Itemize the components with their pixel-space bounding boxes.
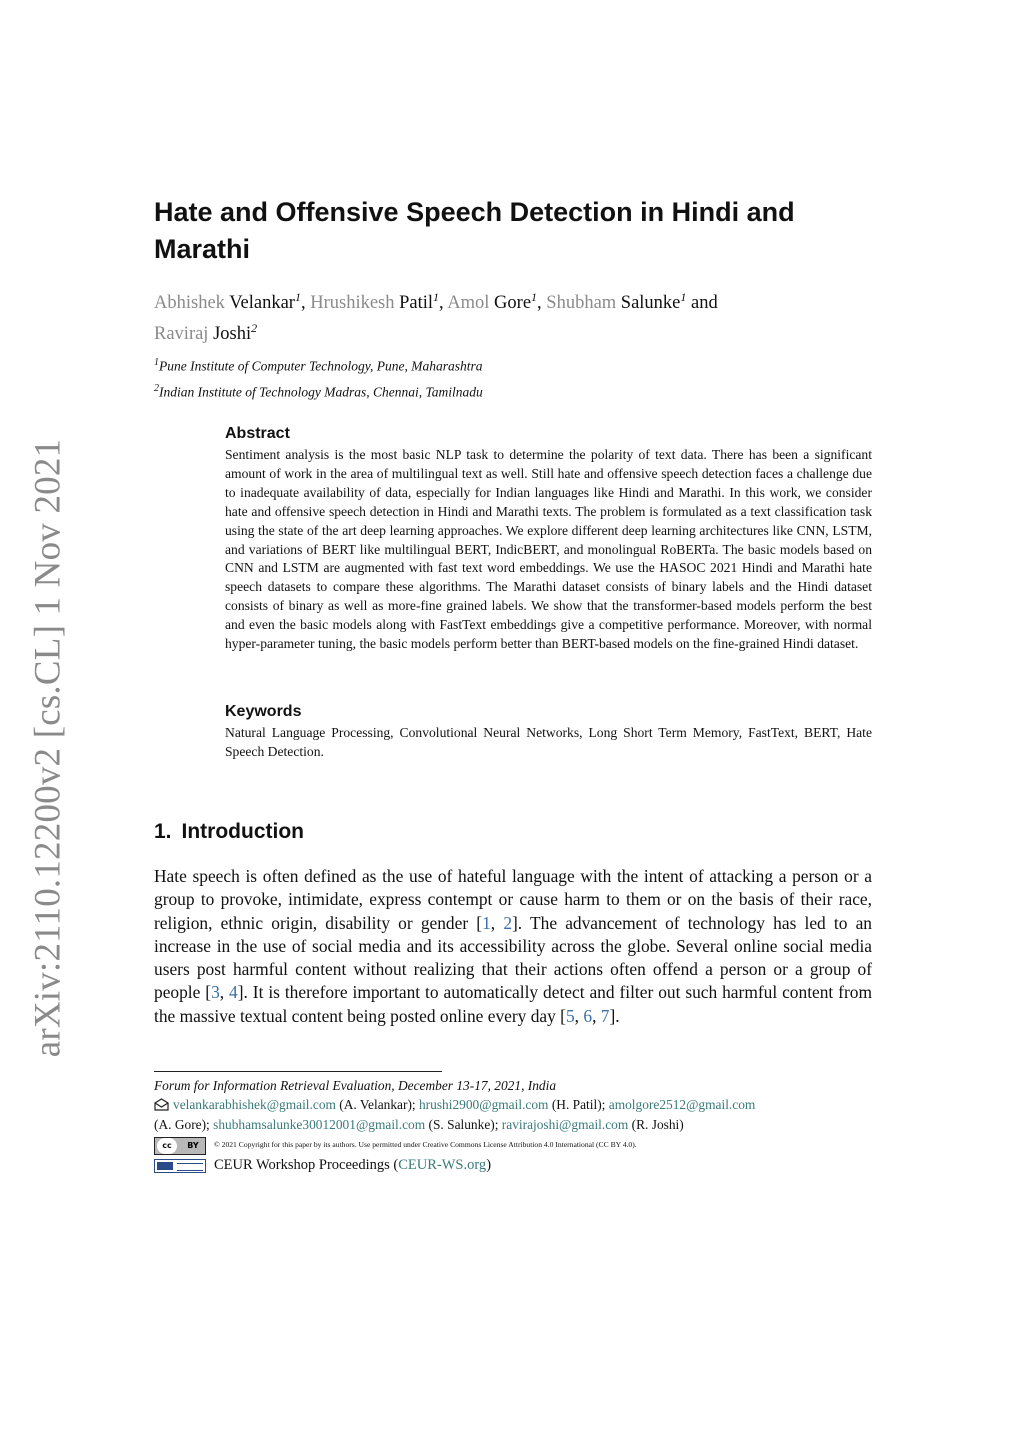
paper-title: Hate and Offensive Speech Detection in Hindi and Marathi (154, 197, 795, 264)
introduction-paragraph: Hate speech is often defined as the use of hateful language with the intent of attacking a person or a group to provoke, intimidate, express contempt or cause harm to them or on the basis of their race, religion, ethnic origin, disability or gender [1, 2]. The advancement of technology has led to an increase in the use of social media and its accessibility across the globe. Several online social media users post harmful content without realizing that their actions often offend a person or a group of people [3, 4]. It is therefore important to automatically detect and filter out such harmful content from the massive textual content being posted online every day [5, 6, 7]. (154, 866, 872, 1026)
citation-link[interactable]: 3 (211, 982, 220, 1003)
arxiv-id: arXiv:2110.12200v2 [cs.CL] 1 Nov 2021 (27, 438, 69, 1057)
author: Shubham Salunke$^1$ and (546, 290, 718, 314)
email-link[interactable]: amolgore2512@gmail.com (608, 1097, 756, 1113)
keywords-heading: Keywords (225, 703, 302, 720)
venue-note: Forum for Information Retrieval Evaluation, December 13-17, 2021, India (154, 1078, 557, 1093)
citation-link[interactable]: 4 (229, 982, 238, 1003)
cc-by-license-icon: cc BY (154, 1137, 206, 1155)
email-link[interactable]: ravirajoshi@gmail.com (501, 1116, 629, 1132)
author: Abhishek Velankar$^1$, (154, 290, 311, 314)
email-link[interactable]: hrushi2900@gmail.com (418, 1097, 549, 1113)
affiliation: $^2$Indian Institute of Technology Madras, Chennai, Tamilnadu (154, 382, 483, 399)
envelope-icon (154, 1098, 169, 1111)
email-link[interactable]: velankarabhishek@gmail.com (173, 1097, 336, 1113)
footnote-rule (154, 1071, 442, 1072)
license-row (154, 1135, 874, 1156)
keywords-text: Natural Language Processing, Convolutional Neural Networks, Long Short Term Memory, FastText, BERT, Hate Speech Detection. (225, 725, 872, 759)
affiliation: $^1$Pune Institute of Computer Technology, Pune, Maharashtra (154, 357, 483, 374)
ceur-row (154, 1156, 874, 1176)
arxiv-sidebar-stamp (26, 438, 70, 1057)
abstract-text: Sentiment analysis is the most basic NLP task to determine the polarity of text data. There has been a significant amount of work in the area of multilingual text as well. Still hate and offensive speech detection faces a challenge due to inadequate availability of data, especially for Indian languages like Hindi and Marathi. In this work, we consider hate and offensive speech detection in Hindi and Marathi texts. The problem is formulated as a text classification task using the state of the art deep learning approaches. We explore different deep learning architectures like CNN, LSTM, and variations of BERT like multilingual BERT, IndicBERT, and monolingual RoBERTa. The basic models based on CNN and LSTM are augmented with fast text word embeddings. We use the HASOC 2021 Hindi and Marathi hate speech datasets to compare these algorithms. The Marathi dataset consists of binary labels and the Hindi dataset consists of binary as well as more-fine grained labels. We show that the transformer-based models perform the best and even the basic models along with FastText embeddings give a competitive performance. Moreover, with normal hyper-parameter tuning, the basic models perform better than BERT-based models on the fine-grained Hindi dataset. (225, 447, 872, 652)
abstract-heading: Abstract (225, 425, 290, 442)
ceur-link[interactable]: CEUR-WS.org (398, 1157, 487, 1174)
citation-link[interactable]: 2 (503, 912, 513, 933)
ceur-proceedings: CEUR Workshop Proceedings (CEUR-WS.org) (214, 1157, 492, 1174)
copyright-text: © 2021 Copyright for this paper by its authors. Use permitted under Creative Commons License Attribution 4.0 International (CC BY 4.0). (214, 1140, 637, 1150)
contact-emails: velankarabhishek@gmail.com (A. Velankar); hrushi2900@gmail.com (H. Patil); amolgore2512@gmail.com (A. Gore); shubhamsalunke30012001@gmail.com (S. Salunke); ravirajoshi@gmail.com (R. Joshi) (154, 1097, 756, 1132)
section-number: 1. (154, 820, 172, 843)
section-heading-introduction (154, 820, 304, 844)
email-link[interactable]: shubhamsalunke30012001@gmail.com (213, 1116, 426, 1132)
citation-link[interactable]: 5 (565, 1005, 575, 1026)
section-title: Introduction (181, 820, 304, 843)
affiliations (154, 352, 874, 403)
footnotes (154, 1076, 874, 1176)
author: Raviraj Joshi$^2$ (154, 321, 258, 345)
author: Amol Gore$^1$, (447, 290, 547, 314)
citation-link[interactable]: 1 (482, 912, 491, 933)
citation-link[interactable]: 7 (600, 1005, 610, 1026)
ceur-logo-icon (154, 1159, 206, 1173)
citation-link[interactable]: 6 (583, 1005, 593, 1026)
author-list (154, 285, 874, 347)
author: Hrushikesh Patil$^1$, (310, 290, 448, 314)
